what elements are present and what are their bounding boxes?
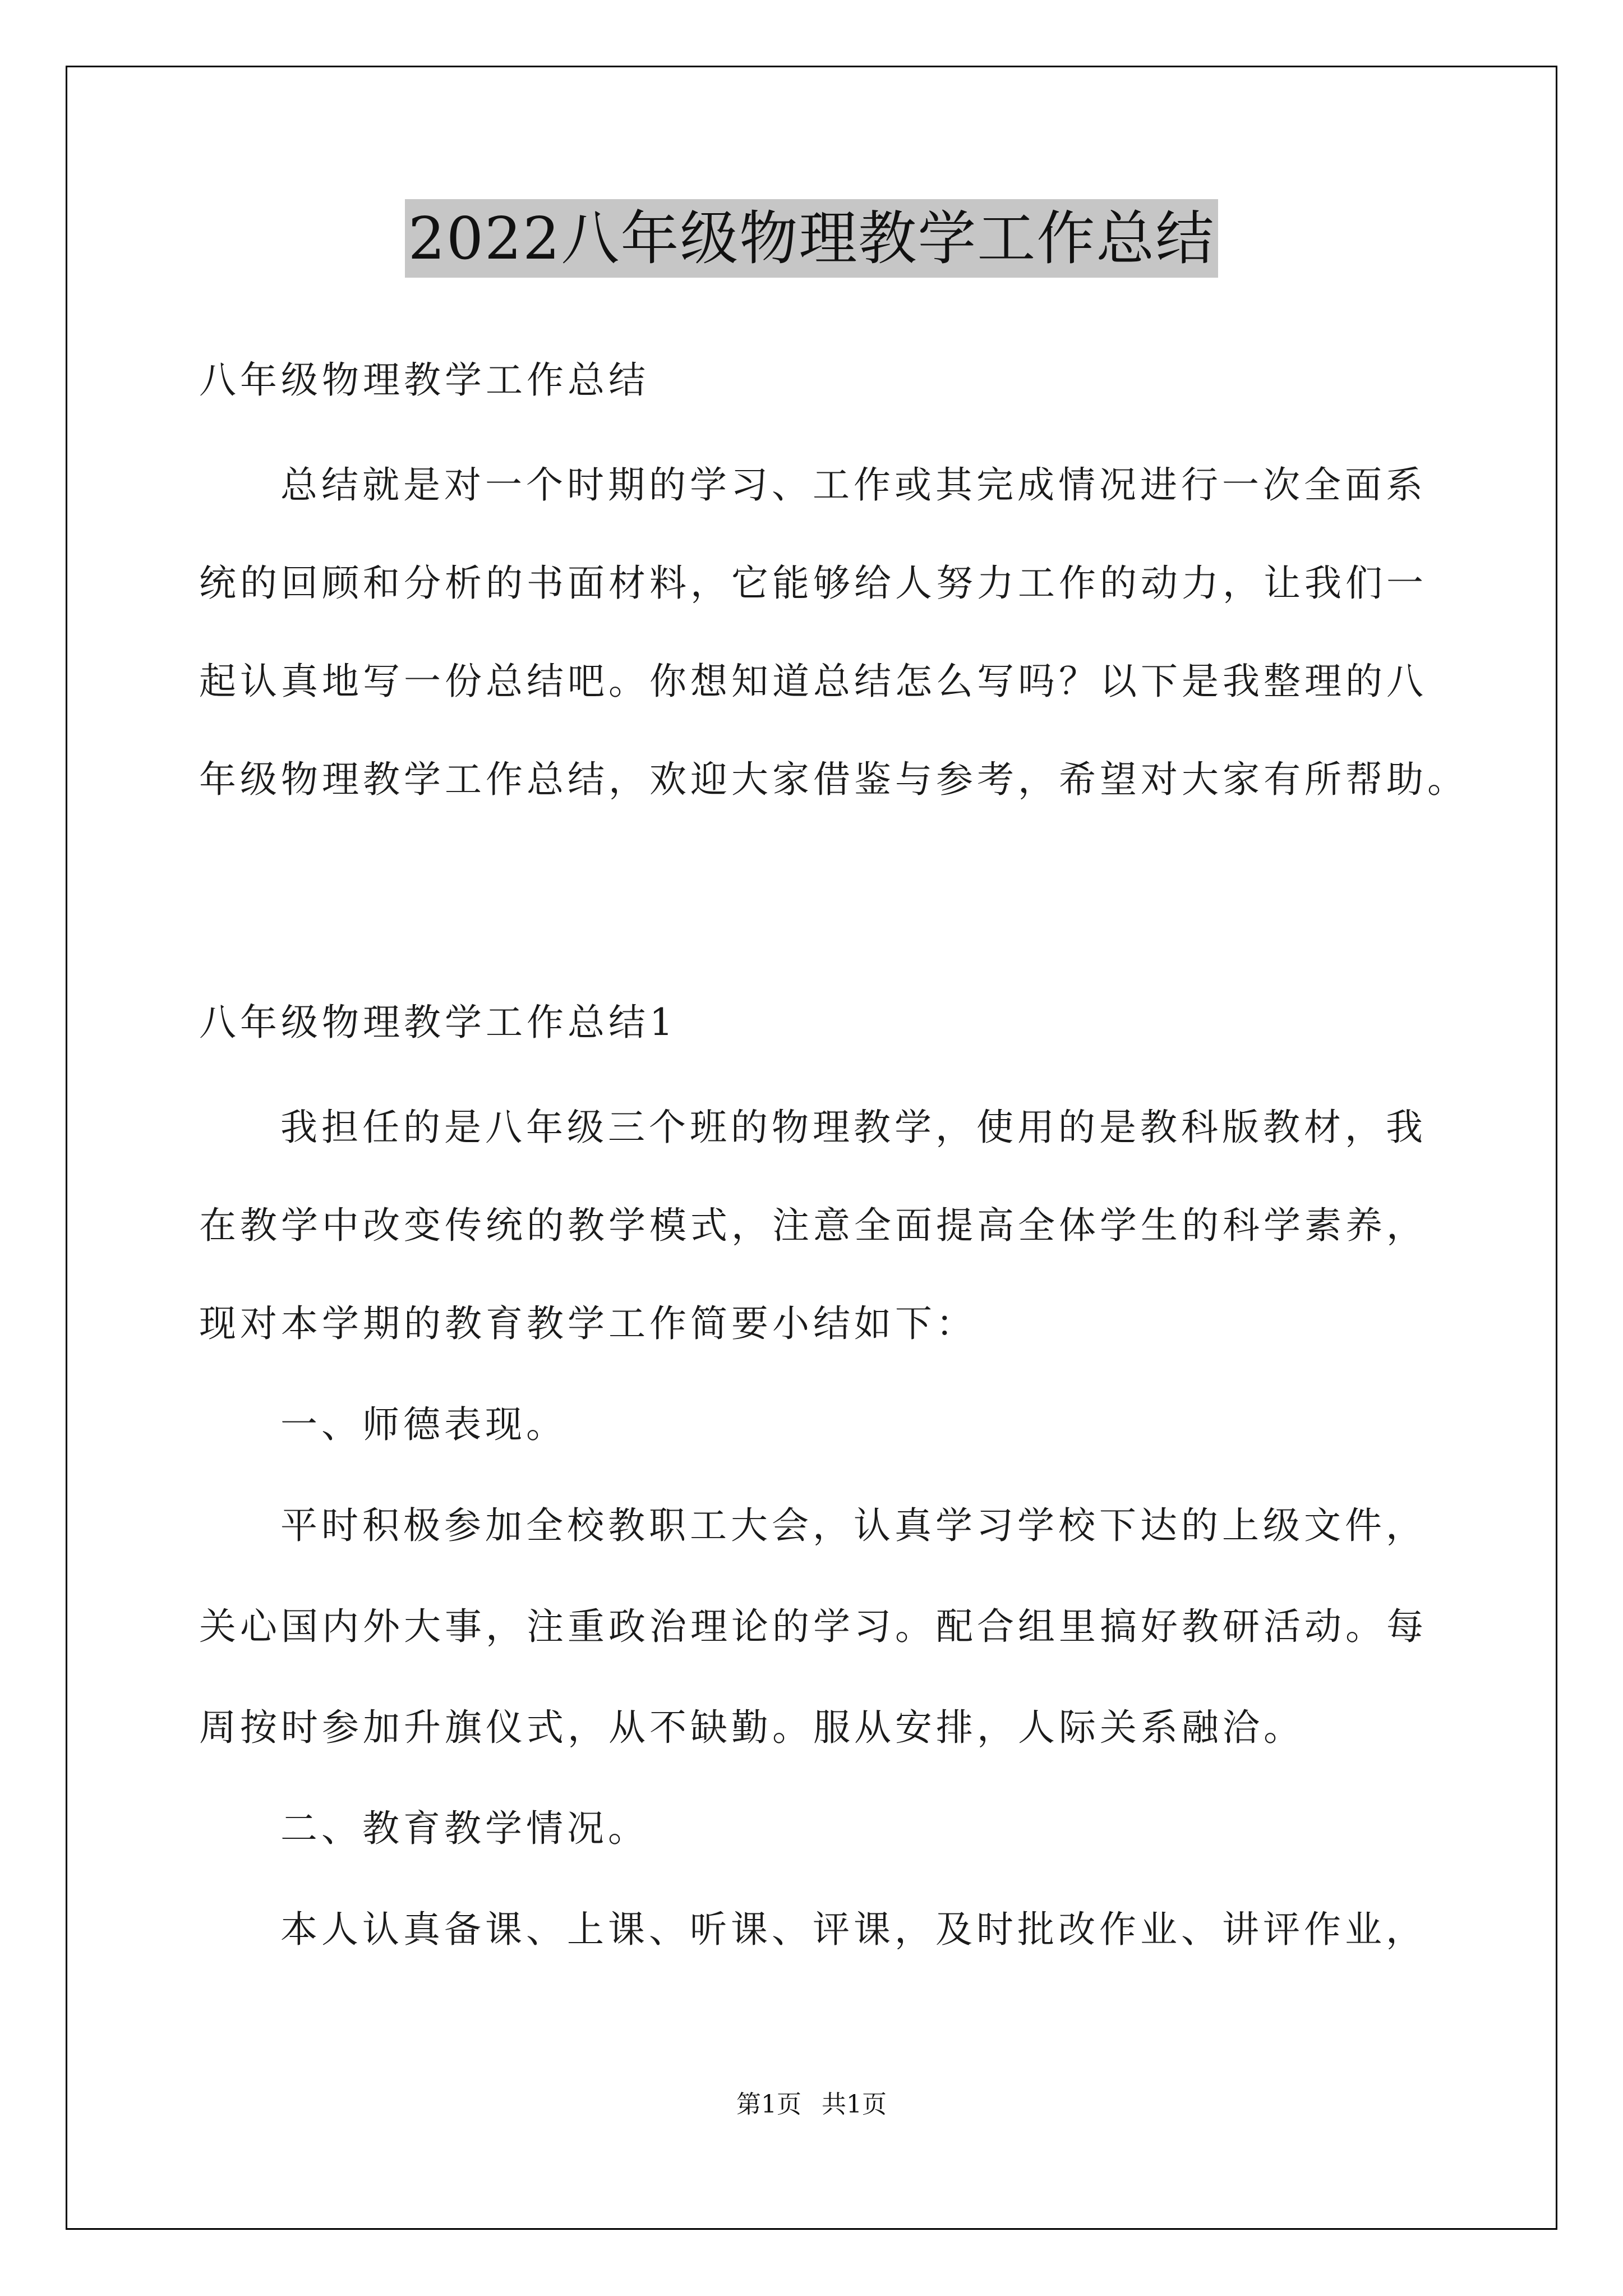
paragraph-line: 总结就是对一个时期的学习、工作或其完成情况进行一次全面系: [280, 463, 1427, 507]
paragraph-line: 关心国内外大事，注重政治理论的学习。配合组里搞好教研活动。每: [199, 1605, 1427, 1648]
paragraph-line: 现对本学期的教育教学工作简要小结如下：: [199, 1302, 977, 1345]
paragraph-line: 本人认真备课、上课、听课、评课，及时批改作业、讲评作业，: [280, 1908, 1427, 1951]
subsection-heading: 二、教育教学情况。: [280, 1807, 649, 1850]
paragraph-line: 年级物理教学工作总结，欢迎大家借鉴与参考，希望对大家有所帮助。: [199, 758, 1468, 801]
paragraph-line: 我担任的是八年级三个班的物理教学，使用的是教科版教材，我: [280, 1106, 1427, 1149]
subtitle-line: 八年级物理教学工作总结: [199, 358, 649, 402]
title-container: [0, 199, 1623, 278]
paragraph-line: 起认真地写一份总结吧。你想知道总结怎么写吗？以下是我整理的八: [199, 660, 1427, 703]
paragraph-line: 统的回顾和分析的书面材料，它能够给人努力工作的动力，让我们一: [199, 562, 1427, 605]
page-footer: [0, 2088, 1623, 2122]
paragraph-line: 平时积极参加全校教职工大会，认真学习学校下达的上级文件，: [280, 1504, 1427, 1547]
section-heading: 八年级物理教学工作总结1: [199, 1001, 677, 1044]
paragraph-line: 周按时参加升旗仪式，从不缺勤。服从安排，人际关系融洽。: [199, 1706, 1304, 1749]
page-number: 第1页: [736, 2090, 801, 2119]
subsection-heading: 一、师德表现。: [280, 1403, 567, 1446]
paragraph-line: 在教学中改变传统的教学模式，注意全面提高全体学生的科学素养，: [199, 1204, 1427, 1247]
page-total: 共1页: [822, 2090, 887, 2119]
document-title: 2022八年级物理教学工作总结: [405, 199, 1219, 278]
